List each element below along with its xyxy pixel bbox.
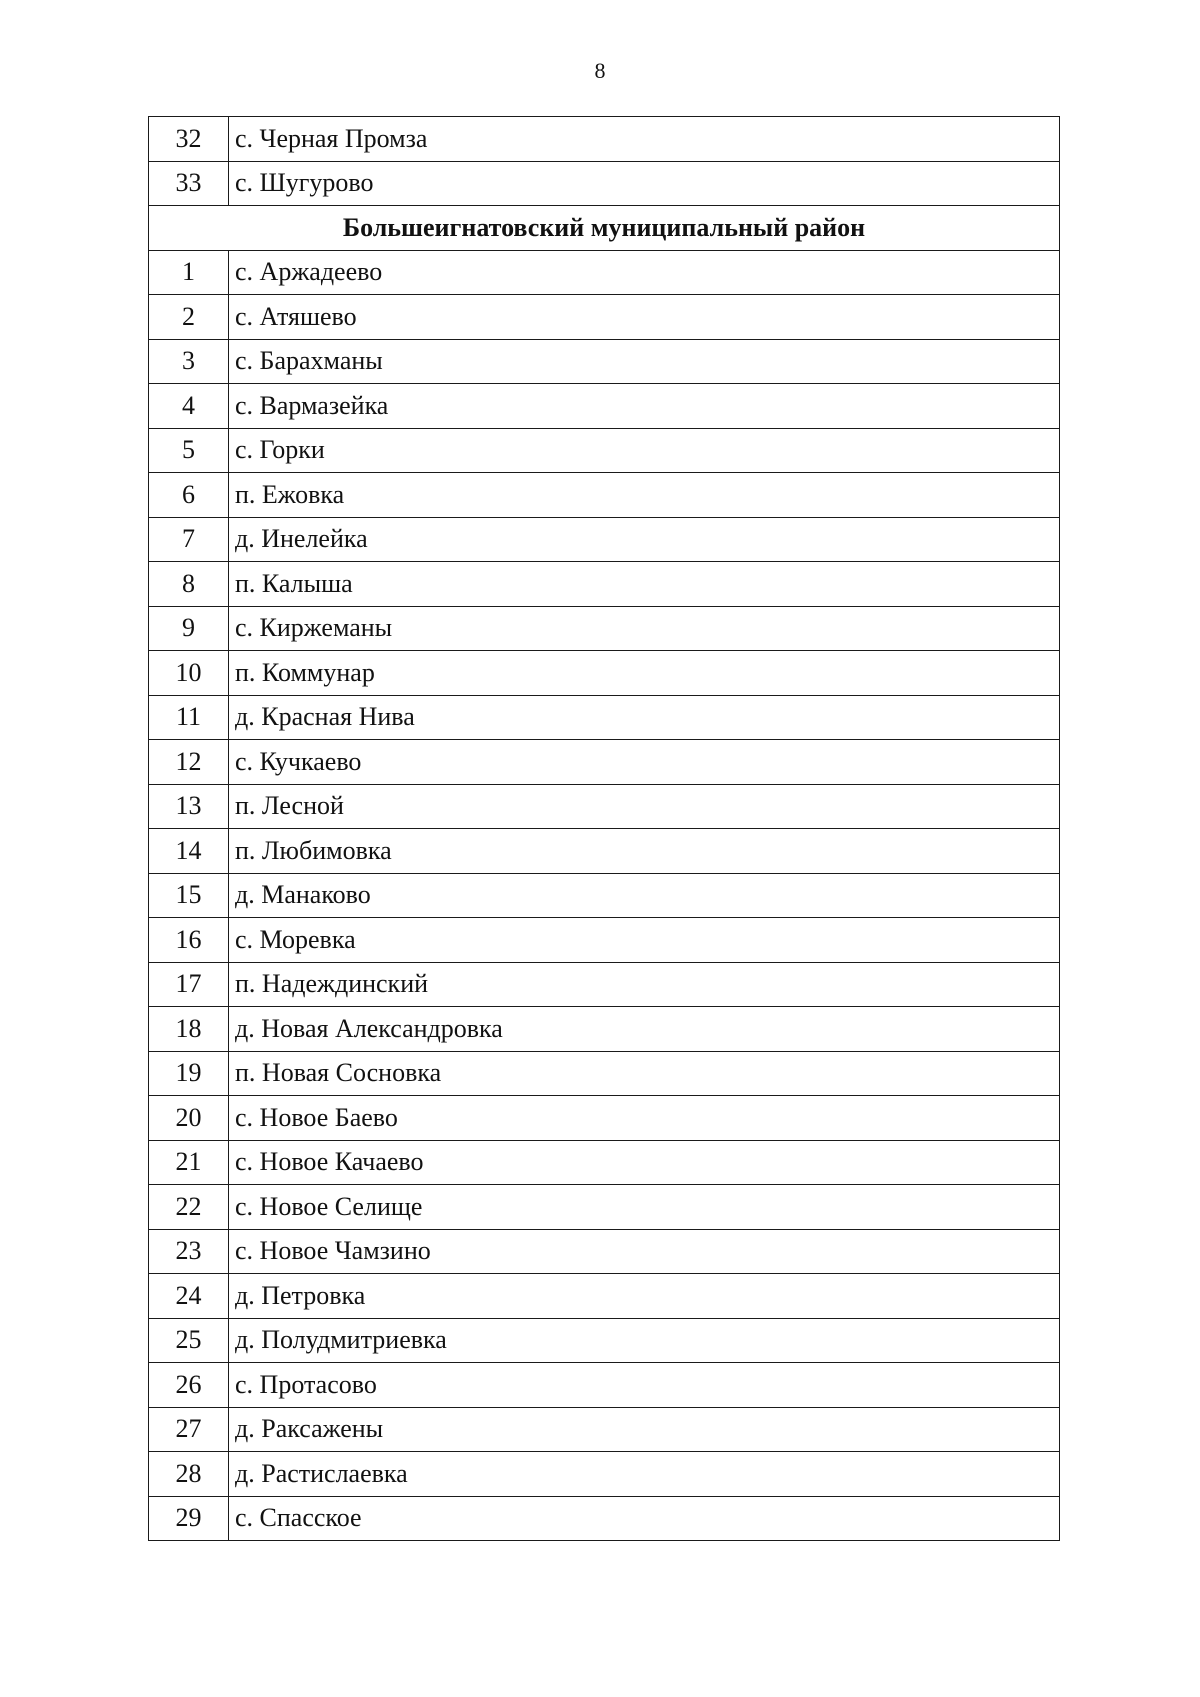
table-row [149,1185,1060,1230]
table-row [149,295,1060,340]
table-row [149,651,1060,696]
row-number: 21 [149,1140,229,1185]
row-number: 12 [149,740,229,785]
settlement-name: п. Надеждинский [229,962,1060,1007]
table-row [149,829,1060,874]
settlement-name: д. Красная Нива [229,695,1060,740]
row-number: 29 [149,1496,229,1541]
row-number: 17 [149,962,229,1007]
row-number: 13 [149,784,229,829]
settlement-name: с. Аржадеево [229,250,1060,295]
settlement-name: с. Горки [229,428,1060,473]
settlement-name: с. Барахманы [229,339,1060,384]
row-number: 7 [149,517,229,562]
settlement-name: д. Новая Александровка [229,1007,1060,1052]
table-row [149,1496,1060,1541]
settlement-name: с. Спасское [229,1496,1060,1541]
row-number: 2 [149,295,229,340]
settlement-name: д. Манаково [229,873,1060,918]
table-row [149,740,1060,785]
table-row [149,384,1060,429]
row-number: 11 [149,695,229,740]
settlement-name: д. Раксажены [229,1407,1060,1452]
row-number: 26 [149,1363,229,1408]
row-number: 19 [149,1051,229,1096]
section-header-row [149,206,1060,251]
table-row [149,250,1060,295]
settlement-name: с. Шугурово [229,161,1060,206]
row-number: 4 [149,384,229,429]
table-row [149,606,1060,651]
row-number: 5 [149,428,229,473]
settlement-name: п. Коммунар [229,651,1060,696]
table-row [149,428,1060,473]
settlement-name: с. Протасово [229,1363,1060,1408]
table-row [149,161,1060,206]
table-row [149,695,1060,740]
table-row [149,1051,1060,1096]
table-row [149,339,1060,384]
settlement-name: с. Вармазейка [229,384,1060,429]
table-row [149,1274,1060,1319]
table-row [149,517,1060,562]
settlement-name: с. Новое Качаево [229,1140,1060,1185]
table-row [149,1452,1060,1497]
table-row [149,117,1060,162]
settlement-name: д. Петровка [229,1274,1060,1319]
settlement-name: с. Киржеманы [229,606,1060,651]
table-row [149,1007,1060,1052]
row-number: 18 [149,1007,229,1052]
settlements-table-body [149,117,1060,1541]
row-number: 1 [149,250,229,295]
row-number: 15 [149,873,229,918]
table-row [149,1096,1060,1141]
settlement-name: с. Новое Селище [229,1185,1060,1230]
settlement-name: с. Моревка [229,918,1060,963]
table-row [149,1318,1060,1363]
row-number: 22 [149,1185,229,1230]
settlement-name: д. Полудмитриевка [229,1318,1060,1363]
row-number: 3 [149,339,229,384]
row-number: 25 [149,1318,229,1363]
settlement-name: с. Черная Промза [229,117,1060,162]
settlement-name: д. Инелейка [229,517,1060,562]
table-row [149,1407,1060,1452]
row-number: 6 [149,473,229,518]
table-row [149,1363,1060,1408]
row-number: 10 [149,651,229,696]
table-row [149,962,1060,1007]
table-row [149,784,1060,829]
row-number: 16 [149,918,229,963]
row-number: 20 [149,1096,229,1141]
settlement-name: п. Любимовка [229,829,1060,874]
table-row [149,918,1060,963]
section-title: Большеигнатовский муниципальный район [149,206,1060,251]
row-number: 33 [149,161,229,206]
row-number: 24 [149,1274,229,1319]
page-number: 8 [594,58,606,83]
row-number: 14 [149,829,229,874]
table-row [149,1140,1060,1185]
table-row [149,562,1060,607]
row-number: 28 [149,1452,229,1497]
table-row [149,473,1060,518]
row-number: 23 [149,1229,229,1274]
settlement-name: с. Кучкаево [229,740,1060,785]
settlement-name: д. Растислаевка [229,1452,1060,1497]
settlement-name: с. Новое Чамзино [229,1229,1060,1274]
row-number: 9 [149,606,229,651]
settlement-name: п. Новая Сосновка [229,1051,1060,1096]
settlement-name: п. Лесной [229,784,1060,829]
table-row [149,873,1060,918]
table-row [149,1229,1060,1274]
settlement-name: п. Калыша [229,562,1060,607]
settlement-name: п. Ежовка [229,473,1060,518]
settlement-name: с. Новое Баево [229,1096,1060,1141]
row-number: 8 [149,562,229,607]
settlement-name: с. Атяшево [229,295,1060,340]
row-number: 27 [149,1407,229,1452]
row-number: 32 [149,117,229,162]
settlements-table [148,116,1060,1541]
